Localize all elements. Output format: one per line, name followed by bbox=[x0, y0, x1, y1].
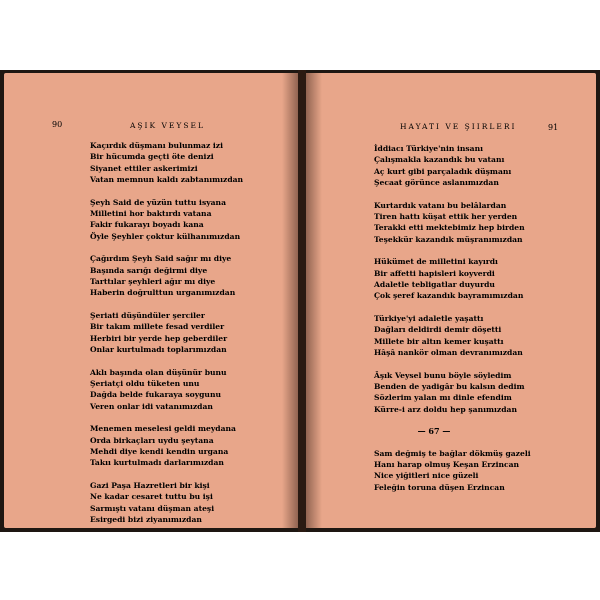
stanza bbox=[90, 140, 243, 186]
poem-line: Benden de yadigâr bu kalsın dedim bbox=[374, 381, 525, 391]
poem-line: Başında sarığı değirmi diye bbox=[90, 265, 208, 275]
stanza bbox=[90, 480, 243, 526]
poem-line: Feleğin toruna düşen Erzincan bbox=[374, 482, 505, 492]
poem-line: Şeriatçi oldu tüketen unu bbox=[90, 378, 200, 388]
poem-line: Millete bir altın kemer kuşattı bbox=[374, 336, 504, 346]
poem-line: Kurtardık vatanı bu belâlardan bbox=[374, 200, 507, 210]
poem-line: Adaletle tebligatlar duyurdu bbox=[374, 280, 495, 290]
poem-line: Hükümet de milletini kayırdı bbox=[374, 257, 498, 267]
poem-line: Hâşâ nankör olman devranımızdan bbox=[374, 348, 523, 358]
poem-line: Dağda belde fukaraya soygunu bbox=[90, 390, 221, 400]
poem-line: Fakir fukarayı boyadı kana bbox=[90, 220, 204, 230]
poem-line: Türkiye'yi adaletle yaşattı bbox=[374, 313, 484, 323]
poem-line: Çalışmakla kazandık bu vatanı bbox=[374, 155, 505, 165]
stanza bbox=[374, 313, 531, 359]
poem-line: Takıı kurtulmadı darlarımızdan bbox=[90, 458, 224, 468]
poem-line: Sam değmiş te bağlar dökmüş gazeli bbox=[374, 448, 531, 458]
poem-line: Sözlerim yalan mı dinle efendim bbox=[374, 393, 512, 403]
poem-line: Şecaat görünce aslanımızdan bbox=[374, 178, 499, 188]
stanza bbox=[374, 256, 531, 302]
poem-line: Şeriati düşündüler şerciler bbox=[90, 310, 205, 320]
stanza bbox=[90, 197, 243, 243]
poem-line: Tarttılar şeyhleri ağır mı diye bbox=[90, 277, 216, 287]
right-poem bbox=[374, 143, 531, 504]
poem-line: Kürre-i arz doldu hep şanımızdan bbox=[374, 404, 517, 414]
poem-line: Kaçırdık düşmanı bulunmaz izi bbox=[90, 141, 223, 150]
book-spine bbox=[298, 70, 306, 532]
poem-line: Bir takım millete fesad verdiler bbox=[90, 322, 225, 332]
poem-line: Siyanet ettiler askerimizi bbox=[90, 163, 198, 173]
poem-line: Teşekkür kazandık müşranımızdan bbox=[374, 234, 523, 244]
poem-line: Haberin doğrulttun urganımızdan bbox=[90, 288, 236, 298]
poem-line: Âşık Veysel bunu böyle söyledim bbox=[374, 370, 512, 380]
right-page-number: 91 bbox=[548, 123, 559, 132]
poem-line: Çağırdım Şeyh Said sağır mı diye bbox=[90, 254, 232, 264]
poem-line: Terakki etti mektebimiz hep birden bbox=[374, 223, 525, 233]
poem-number: — 67 — bbox=[417, 426, 451, 437]
stanza bbox=[374, 200, 531, 246]
poem-line: Aç kurt gibi parçaladık düşmanı bbox=[374, 166, 512, 176]
poem-line: Vatan memnun kaldı zabtanımızdan bbox=[90, 175, 244, 185]
stanza bbox=[374, 448, 531, 494]
poem-line: Çok şeref kazandık bayramımızdan bbox=[374, 291, 524, 301]
gutter-shadow-right bbox=[306, 73, 322, 528]
poem-line: Mehdi diye kendi kendin urgana bbox=[90, 446, 229, 456]
poem-line: Gazi Paşa Hazretleri bir kişi bbox=[90, 480, 210, 490]
poem-line: Orda birkaçları uydu şeytana bbox=[90, 435, 214, 445]
poem-line: Tiren hattı küşat ettik her yerden bbox=[374, 212, 518, 222]
right-running-header: HAYATI VE ŞIIRLERI bbox=[400, 122, 517, 131]
poem-line: Ne kadar cesaret tuttu bu işi bbox=[90, 492, 213, 502]
poem-line: Nice yiğitleri nice güzeli bbox=[374, 471, 479, 481]
stanza bbox=[90, 253, 243, 299]
poem-line: Sarmıştı vatanı düşman ateşi bbox=[90, 503, 215, 513]
gutter-shadow-left bbox=[282, 73, 298, 528]
poem-line: Hanı harap olmuş Keşan Erzincan bbox=[374, 459, 520, 469]
stanza bbox=[90, 423, 243, 469]
stanza bbox=[374, 143, 531, 189]
stanza bbox=[90, 310, 243, 356]
poem-line: İddiacı Türkiye'nin insanı bbox=[374, 144, 484, 153]
left-page-number: 90 bbox=[52, 120, 63, 129]
poem-line: Dağları deldirdi demir döşetti bbox=[374, 325, 502, 335]
stanza bbox=[374, 370, 531, 416]
poem-line: Veren onlar idi vatanımızdan bbox=[90, 401, 213, 411]
poem-line: Onlar kurtulmadı toplarımızdan bbox=[90, 345, 227, 355]
left-poem bbox=[90, 140, 243, 536]
poem-line: Bir hücumda geçti öte denizi bbox=[90, 152, 214, 162]
poem-line: Bir affetti hapisleri koyverdi bbox=[374, 268, 495, 278]
poem-line: Şeyh Said de yüzün tuttu isyana bbox=[90, 197, 226, 207]
poem-line: Öyle Şeyhler çoktur külhanımızdan bbox=[90, 231, 241, 241]
poem-line: Aklı başında olan düşünür bunu bbox=[90, 367, 227, 377]
poem-line: Herbiri bir yerde hep geberdiler bbox=[90, 333, 228, 343]
poem-line: Esirgedi bizi ziyanımızdan bbox=[90, 514, 202, 524]
poem-line: Milletini hor baktırdı vatana bbox=[90, 209, 212, 219]
stanza bbox=[90, 367, 243, 413]
poem-line: Menemen meselesi geldi meydana bbox=[90, 424, 236, 434]
left-running-header: AŞIK VEYSEL bbox=[130, 121, 205, 130]
